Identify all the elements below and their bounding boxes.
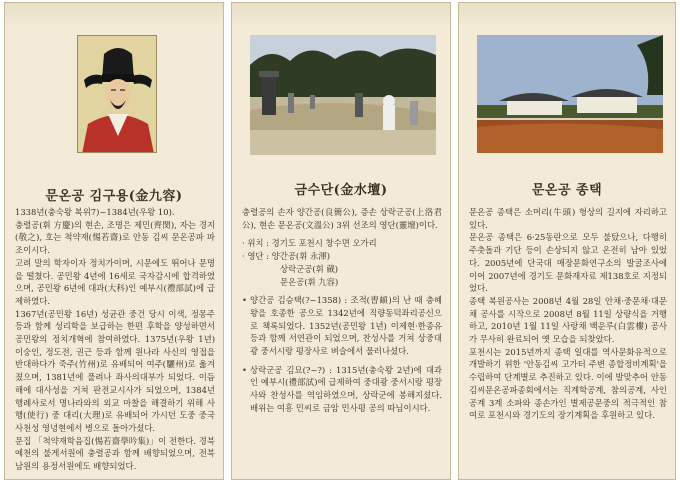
head-house-photo: [477, 35, 663, 153]
paragraph: 고려 말의 학자이자 정치가이며, 시문에도 뛰어나 문명을 떨쳤다. 공민왕 4년에 16세로 국자감시에 합격하였으며, 공민왕 6년에 대과(大科)인 예부시(禮部試)에 급제하였다.: [15, 257, 215, 306]
paragraph: 1338년(충숙왕 복위7)~1384년(우왕 10).: [15, 207, 175, 217]
location-text: · 위치 : 경기도 포천시 창수면 오가리: [242, 238, 377, 249]
left-panel: [4, 2, 224, 480]
altar-photo: [250, 35, 436, 155]
panel-title: 문온공 김구용(金九容): [45, 189, 183, 204]
paragraph: 문온공 종택은 6·25동란으로 모두 불탔으나, 다행히 주춧돌과 기단 등이 손상되지 않고 온전히 남아 있었다. 2005년에 단국대 매장문화연구소의 발굴조사에 이어 2007년에 경기도 문화재자료 제138호로 지정되었다.: [469, 232, 667, 294]
panel-title: 문온공 종택: [531, 183, 603, 198]
paragraph: 문온공 종택은 소머리(牛頭) 형상의 길지에 자리하고 있다.: [469, 207, 667, 230]
bullet-list: [242, 294, 442, 414]
right-panel: [458, 2, 676, 480]
paragraph: 문집 「척약재학음집(惕若齋學吟集)」이 전한다. 경북 예천의 불게서원에 충렬공과 함께 배향되었으며, 전북 남원의 용정서원에도 배향되었다.: [15, 435, 215, 472]
intro-text: 충렬공의 손자 양간공(良簡公), 증손 상락군공(上洛君公), 현손 문온공(文溫公) 3위 선조의 영단(靈壇)이다.: [242, 207, 442, 230]
paragraph: 1367년(공민왕 16년) 성균관 중건 당시 이색, 정몽주 등과 함께 성리학을 보급하는 한편 후학을 양성하면서 공민왕의 정치개혁에 참여하였다. 1375년(우왕 1년) 이숭인, 정도전, 권근 등과 함께 원나라 사신의 영접을 반대하다가 죽주(竹州)로 유배되어 여주(驪州)로 옮겨졌으며, 1381년에 풀려나 좌사의대부가 되었다. 이듬해에 대사성을 거쳐 판전교시사가 되었으며, 1384년 행례사로서 명나라와의 외교 마찰을 해결하기 위해 사행(使行) 중 대리(大理)로 유배되어 가시던 도중 중국 사천성 영녕현에서 병으로 돌아가셨다.: [15, 308, 215, 433]
spirit-item: 상락군공(휘 蕆): [280, 263, 339, 274]
list-item: • 상락군공 김묘(?~?) : 1315년(충숙왕 2년)에 대과인 예부시(禮部試)에 급제하여 중대광 중서시랑 평장사와 찬성사를 역임하였으며, 상락군에 봉해지셨다. 배위는 여흥 민씨로 금암 민사평 공의 따님이시다.: [250, 364, 442, 415]
spirit-item: 문온공(휘 九容): [280, 276, 339, 287]
spirit-list-label: · 영단 : 양간공(휘 永渾): [242, 251, 330, 262]
paragraph: 종택 복원공사는 2008년 4월 28일 안채·중문채·대문채 공사를 시작으로 2008년 8월 11일 상량식을 거행하고, 2010년 1월 11일 사랑채 백운루(白雲樓) 공사가 무사히 완료되어 옛 모습을 되찾았다.: [469, 295, 667, 345]
panel-body: [15, 206, 215, 473]
paragraph: 충렬공(휘 方慶)의 현손, 조명은 제민(齊閔), 자는 경지(敬之), 호는 척약재(惕若齋)로 안동 김씨 문온공파 파조이시다.: [15, 219, 215, 256]
portrait-image: [77, 35, 157, 153]
panel-body: [242, 206, 442, 415]
panel-body: [469, 206, 667, 422]
list-item: • 양간공 김승택(?~1358) : 조적(曺頔)의 난 때 충혜왕을 호종한 공으로 1342년에 직량동덕좌리공신으로 책록되었다. 1352년(공민왕 1년) 이제현·한종유 등과 함께 서연관이 되었으며, 찬성사를 거쳐 상중대광 중서시랑 평장사로 벼슬에서 물러나셨다.: [250, 294, 442, 358]
middle-panel: [231, 2, 451, 480]
paragraph: 포천시는 2015년까지 종택 일대를 역사문화유적으로 개발하기 위한 '안동김씨 고가터 주변 종합정비계획'을 수립하여 단계별로 추진하고 있다. 이에 발맞추어 안동김씨문온공파종회에서는 직계학공계, 참의공계, 사인공계 3계 소파와 종손가인 별제공문중의 적극적인 참여로 포천시와 경기도의 장기계획을 후원하고 있다.: [469, 346, 667, 421]
panel-title: 금수단(金水壇): [294, 183, 388, 198]
